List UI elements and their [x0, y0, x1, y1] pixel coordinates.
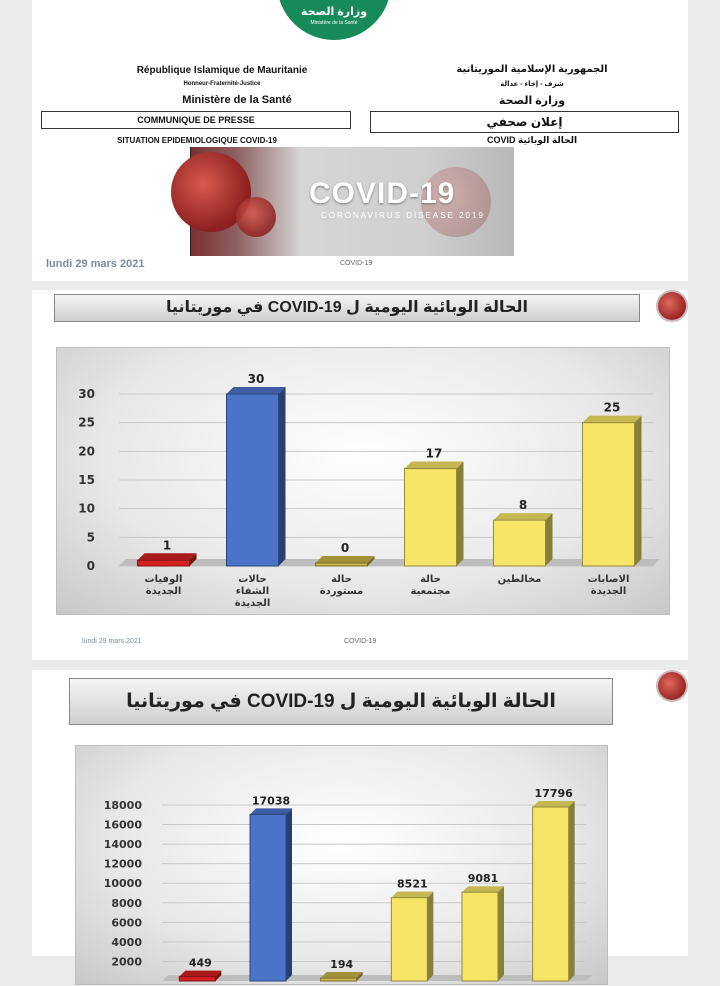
x-tick-label: حالات	[238, 574, 267, 585]
bar-front	[494, 520, 546, 566]
bar-front	[316, 563, 368, 566]
x-tick-label: الجديدة	[234, 598, 271, 609]
bar-top	[494, 513, 553, 520]
cumulative-chart-slide	[32, 670, 688, 971]
y-tick-label: 5	[86, 530, 95, 545]
y-tick-label: 30	[78, 387, 95, 401]
slide-title: الحالة الوبائية اليومية ل COVID-19 في موريتانيا	[54, 294, 640, 322]
data-label: 1	[162, 538, 172, 553]
cover-slide	[32, 0, 688, 281]
bar-top	[316, 556, 375, 563]
chart-floor	[162, 975, 592, 981]
bar-side	[498, 886, 504, 981]
bar-front	[179, 977, 215, 981]
x-tick-label: الاصابات	[587, 574, 630, 585]
bar	[583, 416, 642, 566]
x-tick-label: مجتمعية	[410, 586, 451, 597]
bar	[316, 556, 375, 566]
ar-republic: الجمهورية الإسلامية الموريتانية	[456, 64, 608, 75]
cumulative-bar-chart	[75, 745, 608, 985]
bar-side	[427, 892, 433, 981]
daily-chart-svg	[57, 348, 671, 616]
chart-floor	[119, 559, 660, 566]
ar-motto: شرف - إخاء - عدالة	[500, 81, 564, 88]
y-tick-label: 2000	[111, 955, 142, 969]
bar-top	[179, 971, 221, 977]
data-label: 0	[340, 541, 350, 555]
y-tick-label: 4000	[111, 935, 142, 949]
data-label: 8	[518, 498, 528, 513]
bar-top	[227, 387, 286, 394]
y-tick-label: 6000	[111, 916, 142, 930]
data-label: 17796	[534, 786, 573, 800]
data-label: 25	[603, 400, 621, 415]
virus-icon	[658, 292, 686, 320]
daily-chart-slide	[32, 290, 688, 660]
x-tick-label: مستوردة	[319, 586, 364, 597]
cumulative-chart-svg	[76, 746, 609, 986]
y-tick-label: 14000	[103, 838, 142, 852]
bar-top	[405, 462, 464, 469]
fr-communique: COMMUNIQUE DE PRESSE	[41, 111, 351, 129]
data-label: 194	[330, 958, 354, 971]
logo-subtitle: Ministère de la Santé	[310, 20, 358, 26]
slide-footer: COVID-19	[340, 260, 373, 267]
x-tick-label: الوفيات	[144, 574, 183, 585]
daily-bar-chart	[56, 347, 670, 615]
bar-front	[227, 394, 279, 566]
x-tick-label: الجديدة	[590, 586, 627, 597]
bar	[321, 972, 363, 981]
bar-side	[286, 808, 292, 981]
bar-side	[569, 801, 575, 981]
bar	[462, 886, 504, 981]
bar-top	[583, 416, 642, 423]
bar-top	[250, 808, 292, 814]
banner-title: COVID-19	[309, 177, 456, 210]
data-label: 30	[247, 372, 265, 386]
y-tick-label: 16000	[103, 818, 142, 832]
bar	[405, 462, 464, 566]
x-tick-label: حالة	[331, 574, 352, 585]
y-tick-label: 0	[86, 559, 95, 573]
y-tick-label: 10	[78, 501, 95, 516]
bar-top	[138, 553, 197, 560]
y-tick-label: 10000	[103, 877, 142, 891]
fr-motto: Honneur-Fraternité-Justice	[183, 81, 261, 87]
virus-image	[236, 197, 276, 237]
bar	[533, 801, 575, 981]
bar-side	[279, 387, 286, 566]
bar	[494, 513, 553, 566]
bar-front	[391, 898, 427, 981]
bar-top	[533, 801, 575, 807]
bar-front	[405, 469, 457, 566]
x-tick-label: مخالطين	[497, 574, 542, 585]
bar-side	[457, 462, 464, 566]
bar-front	[138, 560, 190, 566]
ar-communique: إعلان صحفي	[370, 111, 679, 133]
banner-subtitle: CORONAVIRUS DISEASE 2019	[321, 211, 485, 220]
bar	[250, 808, 292, 981]
data-label: 17038	[251, 794, 291, 808]
bar-side	[546, 513, 553, 566]
bar	[391, 892, 433, 981]
bar	[227, 387, 286, 566]
y-tick-label: 18000	[103, 799, 142, 812]
bar-front	[462, 892, 498, 981]
bar-front	[583, 423, 635, 566]
y-tick-label: 12000	[103, 857, 142, 871]
bar-front	[250, 814, 286, 981]
data-label: 9081	[467, 872, 499, 886]
bar-top	[321, 972, 363, 978]
slide-date: lundi 29 mars 2021	[82, 638, 142, 645]
ministry-logo	[277, 0, 391, 40]
data-label: 17	[425, 446, 443, 461]
fr-ministry: Ministère de la Santé	[182, 94, 292, 106]
x-tick-label: الشفاء	[235, 586, 270, 597]
y-tick-label: 15	[78, 473, 95, 487]
data-label: 449	[188, 956, 212, 970]
y-tick-label: 25	[78, 415, 95, 430]
fr-republic: République Islamique de Mauritanie	[136, 65, 308, 76]
virus-icon	[658, 672, 686, 700]
logo-title: وزارة الصحة	[300, 6, 368, 18]
slide-date: lundi 29 mars 2021	[46, 258, 145, 270]
x-tick-label: حالة	[420, 574, 441, 585]
x-tick-label: الجديدة	[145, 586, 182, 597]
bar	[179, 971, 221, 981]
fr-situation: SITUATION EPIDEMIOLOGIQUE COVID-19	[117, 136, 277, 145]
ar-ministry: وزارة الصحة	[498, 95, 566, 107]
bar-top	[462, 886, 504, 892]
bar-front	[533, 807, 569, 981]
slide-title: الحالة الوبائية اليومية ل COVID-19 في موريتانيا	[69, 678, 613, 725]
y-tick-label: 8000	[111, 896, 142, 910]
bar-top	[391, 892, 433, 898]
ar-situation: الحالة الوبائية COVID	[486, 135, 578, 145]
y-tick-label: 20	[78, 444, 95, 459]
data-label: 8521	[397, 877, 428, 891]
bar-side	[635, 416, 642, 566]
slide-footer: COVID-19	[344, 638, 377, 645]
bar	[138, 553, 197, 566]
covid-banner	[190, 147, 514, 256]
bar-front	[321, 978, 357, 981]
